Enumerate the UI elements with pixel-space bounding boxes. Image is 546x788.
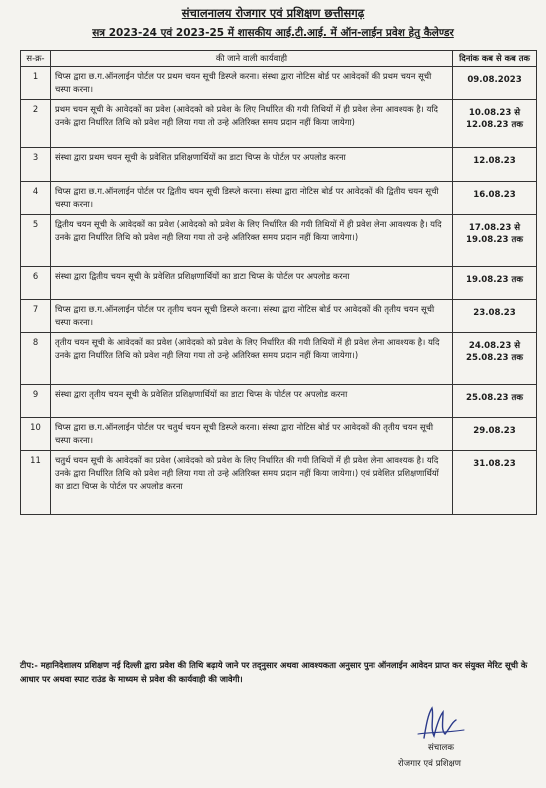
row-date-from: 17.08.23 से	[468, 223, 521, 233]
row-date-from: 12.08.23	[473, 156, 516, 166]
header-date: दिनांक कब से कब तक	[453, 51, 537, 67]
row-serial: 3	[21, 148, 51, 182]
header-action: की जाने वाली कार्यवाही	[51, 51, 453, 67]
row-date	[453, 418, 537, 451]
row-date	[453, 333, 537, 385]
table-row	[21, 67, 537, 100]
table-row	[21, 100, 537, 148]
row-date	[453, 385, 537, 418]
table-row	[21, 385, 537, 418]
row-serial: 2	[21, 100, 51, 148]
row-serial: 9	[21, 385, 51, 418]
table-row	[21, 215, 537, 267]
row-action: द्वितीय चयन सूची के आवेदकों का प्रवेश (आवेदको को प्रवेश के लिए निर्धारित की गयी तिथियों में ही प्रवेश लेना आवश्यक है। यदि उनके द्वारा निर्धारित तिथि को प्रवेश नही लिया गया तो उन्हे अतिरिक्त समय प्रदान नहीं किया जायेगा।)	[51, 215, 453, 267]
row-serial: 7	[21, 300, 51, 333]
row-date-to: 19.08.23 तक	[466, 235, 523, 245]
row-date-from: 29.08.23	[473, 426, 516, 436]
row-date-to: 12.08.23 तक	[466, 120, 523, 130]
signatory-designation: संचालक	[428, 743, 454, 753]
row-action: चिप्स द्वारा छ.ग.ऑनलाईन पोर्टल पर तृतीय चयन सूची डिस्प्ले करना। संस्था द्वारा नोटिस बोर्ड पर आवेदकों की तृतीय चयन सूची चस्पा करना।	[51, 300, 453, 333]
table-row	[21, 333, 537, 385]
row-action: चिप्स द्वारा छ.ग.ऑनलाईन पोर्टल पर चतुर्थ चयन सूची डिस्प्ले करना। संस्था द्वारा नोटिस बोर्ड पर आवेदकों की तृतीय चयन सूची चस्पा करना।	[51, 418, 453, 451]
row-serial: 1	[21, 67, 51, 100]
row-action: प्रथम चयन सूची के आवेदकों का प्रवेश (आवेदको को प्रवेश के लिए निर्धारित की गयी तिथियों में ही प्रवेश लेना आवश्यक है। यदि उनके द्वारा निर्धारित तिथि को प्रवेश नही लिया गया तो उन्हे अतिरिक्त समय प्रदान नहीं किया जायेगा)	[51, 100, 453, 148]
row-date	[453, 300, 537, 333]
row-date	[453, 451, 537, 515]
row-date-to: 25.08.23 तक	[466, 353, 523, 363]
row-serial: 11	[21, 451, 51, 515]
row-date-from: 10.08.23 से	[468, 108, 521, 118]
table-row	[21, 148, 537, 182]
row-action: तृतीय चयन सूची के आवेदकों का प्रवेश (आवेदको को प्रवेश के लिए निर्धारित की गयी तिथियों में ही प्रवेश लेना आवश्यक है। यदि उनके द्वारा निर्धारित तिथि को प्रवेश नही लिया गया तो उन्हे अतिरिक्त समय प्रदान नहीं किया जायेगा।)	[51, 333, 453, 385]
signatory-department: रोजगार एवं प्रशिक्षण	[398, 759, 462, 769]
footnote: टीप:- महानिदेशालय प्रशिक्षण नई दिल्ली द्वारा प्रवेश की तिथि बढ़ाये जाने पर तद्नुसार अथवा आवश्यकता अनुसार पुनः ऑनलाईन आवेदन प्राप्त कर संयुक्त मेरिट सूची के आधार पर अथवा स्पाट राउंड के माध्यम से प्रवेश की कार्यवाही की जावेगी।	[20, 660, 528, 684]
row-action: संस्था द्वारा द्वितीय चयन सूची के प्रवेशित प्रशिक्षणार्थियों का डाटा चिप्स के पोर्टल पर अपलोड करना	[51, 267, 453, 300]
row-date	[453, 67, 537, 100]
row-serial: 6	[21, 267, 51, 300]
handwritten-signature	[410, 704, 470, 742]
row-action: चिप्स द्वारा छ.ग.ऑनलाईन पोर्टल पर प्रथम चयन सूची डिस्प्ले करना। संस्था द्वारा नोटिस बोर्ड पर आवेदकों की प्रथम चयन सूची चस्पा करना।	[51, 67, 453, 100]
row-date	[453, 215, 537, 267]
row-serial: 8	[21, 333, 51, 385]
row-date-from: 09.08.2023	[467, 75, 522, 85]
row-serial: 5	[21, 215, 51, 267]
row-date-from: 25.08.23 तक	[466, 393, 523, 403]
table-header-row	[21, 51, 537, 67]
row-date-from: 23.08.23	[473, 308, 516, 318]
row-date-from: 31.08.23	[473, 459, 516, 469]
table-body	[21, 67, 537, 515]
row-date	[453, 267, 537, 300]
row-date	[453, 100, 537, 148]
row-action: संस्था द्वारा तृतीय चयन सूची के प्रवेशित प्रशिक्षणार्थियों का डाटा चिप्स के पोर्टल पर अपलोड करना	[51, 385, 453, 418]
row-date-from: 19.08.23 तक	[466, 275, 523, 285]
table-row	[21, 182, 537, 215]
table-row	[21, 267, 537, 300]
row-date	[453, 148, 537, 182]
row-date	[453, 182, 537, 215]
document-title: संचालनालय रोजगार एवं प्रशिक्षण छत्तीसगढ़	[181, 6, 365, 20]
row-action: चिप्स द्वारा छ.ग.ऑनलाईन पोर्टल पर द्वितीय चयन सूची डिस्प्ले करना। संस्था द्वारा नोटिस बोर्ड पर आवेदकों की द्वितीय चयन सूची चस्पा करना।	[51, 182, 453, 215]
admission-calendar-table	[20, 50, 537, 515]
row-action: चतुर्थ चयन सूची के आवेदकों का प्रवेश (आवेदको को प्रवेश के लिए निर्धारित की गयी तिथियों में ही प्रवेश लेना आवश्यक है। यदि उनके द्वारा निर्धारित तिथि को प्रवेश नही लिया गया तो उन्हे अतिरिक्त समय प्रदान नहीं किया जायेगा।) एवं प्रवेशित प्रशिक्षणार्थियों का डाटा चिप्स के पोर्टल पर अपलोड करना	[51, 451, 453, 515]
table-row	[21, 451, 537, 515]
row-serial: 4	[21, 182, 51, 215]
header-serial: स-क्र-	[21, 51, 51, 67]
table-row	[21, 300, 537, 333]
row-serial: 10	[21, 418, 51, 451]
table-row	[21, 418, 537, 451]
row-action: संस्था द्वारा प्रथम चयन सूची के प्रवेशित प्रशिक्षणार्थियों का डाटा चिप्स के पोर्टल पर अपलोड करना	[51, 148, 453, 182]
document-subtitle: सत्र 2023-24 एवं 2023-25 में शासकीय आई.टी.आई. में ऑन-लाईन प्रवेश हेतु कैलेण्डर	[92, 27, 454, 39]
row-date-from: 24.08.23 से	[468, 341, 521, 351]
row-date-from: 16.08.23	[473, 190, 516, 200]
